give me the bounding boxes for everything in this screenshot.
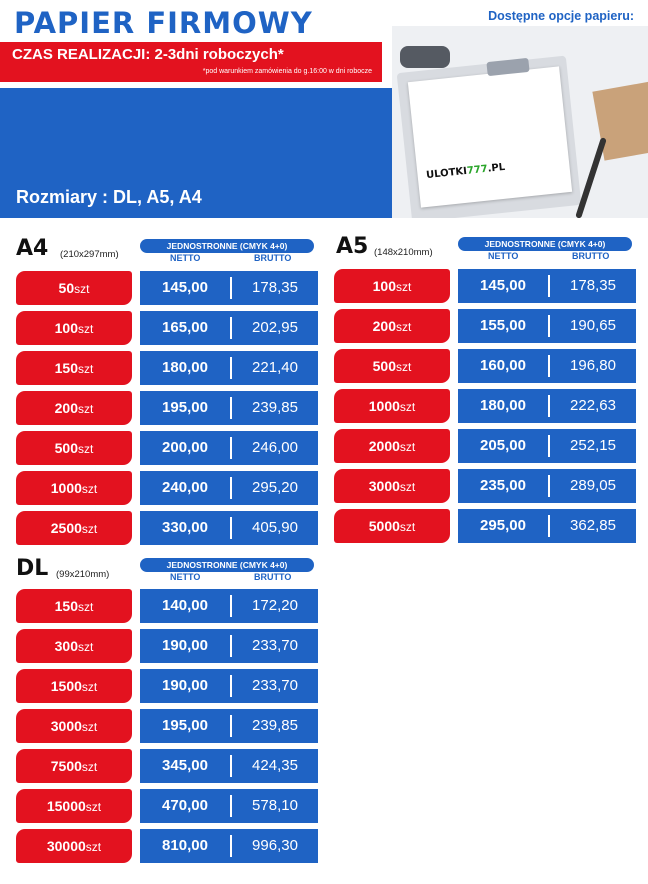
quantity-unit: szt bbox=[85, 800, 102, 814]
quantity-value: 300 bbox=[54, 638, 78, 654]
quantity-cell bbox=[16, 311, 132, 345]
quantity-cell bbox=[334, 269, 450, 303]
netto-price: 145,00 bbox=[480, 277, 526, 294]
brutto-header: BRUTTO bbox=[572, 251, 610, 261]
netto-price: 330,00 bbox=[162, 519, 208, 536]
price-cell bbox=[140, 749, 318, 783]
price-cell bbox=[140, 271, 318, 305]
a4-size-title: A4 bbox=[16, 236, 49, 261]
netto-price: 200,00 bbox=[162, 439, 208, 456]
price-cell bbox=[140, 311, 318, 345]
paper-options-label: Dostępne opcje papieru: bbox=[488, 9, 634, 23]
netto-price: 160,00 bbox=[480, 357, 526, 374]
brutto-price: 196,80 bbox=[570, 357, 616, 374]
lead-time-label: CZAS REALIZACJI: 2-3dni roboczych* bbox=[12, 46, 284, 63]
brutto-header: BRUTTO bbox=[254, 572, 292, 582]
price-cell bbox=[458, 309, 636, 343]
quantity-cell bbox=[16, 511, 132, 545]
quantity-unit: szt bbox=[399, 480, 416, 494]
a5-column-header bbox=[458, 237, 632, 265]
brutto-price: 190,65 bbox=[570, 317, 616, 334]
brutto-price: 233,70 bbox=[252, 637, 298, 654]
pen-image bbox=[575, 137, 607, 218]
quantity-value: 100 bbox=[54, 320, 78, 336]
page-title: PAPIER FIRMOWY bbox=[14, 6, 313, 40]
quantity-unit: szt bbox=[78, 362, 94, 376]
quantity-cell bbox=[16, 829, 132, 863]
price-cell bbox=[140, 829, 318, 863]
quantity-value: 200 bbox=[372, 318, 396, 334]
netto-price: 240,00 bbox=[162, 479, 208, 496]
quantity-value: 15000 bbox=[46, 798, 86, 814]
quantity-cell bbox=[16, 351, 132, 385]
dl-dimensions: (99x210mm) bbox=[56, 569, 110, 580]
quantity-unit: szt bbox=[85, 840, 102, 854]
netto-price: 155,00 bbox=[480, 317, 526, 334]
price-cell bbox=[458, 469, 636, 503]
quantity-unit: szt bbox=[396, 320, 412, 334]
quantity-unit: szt bbox=[74, 282, 90, 296]
quantity-cell bbox=[16, 589, 132, 623]
price-cell bbox=[140, 789, 318, 823]
quantity-unit: szt bbox=[81, 760, 98, 774]
print-option-pill: JEDNOSTRONNE (CMYK 4+0) bbox=[458, 237, 632, 251]
quantity-cell bbox=[16, 471, 132, 505]
netto-price: 180,00 bbox=[480, 397, 526, 414]
quantity-value: 3000 bbox=[50, 718, 82, 734]
quantity-value: 1500 bbox=[50, 678, 82, 694]
netto-price: 195,00 bbox=[162, 717, 208, 734]
quantity-cell bbox=[16, 629, 132, 663]
quantity-cell bbox=[16, 391, 132, 425]
quantity-unit: szt bbox=[78, 442, 94, 456]
quantity-cell bbox=[16, 709, 132, 743]
brutto-price: 996,30 bbox=[252, 837, 298, 854]
quantity-unit: szt bbox=[78, 322, 94, 336]
netto-price: 205,00 bbox=[480, 437, 526, 454]
quantity-value: 2000 bbox=[368, 438, 400, 454]
quantity-value: 150 bbox=[54, 360, 78, 376]
brutto-price: 239,85 bbox=[252, 717, 298, 734]
quantity-unit: szt bbox=[81, 720, 98, 734]
price-cell bbox=[140, 589, 318, 623]
quantity-value: 100 bbox=[372, 278, 396, 294]
quantity-value: 500 bbox=[54, 440, 78, 456]
price-cell bbox=[140, 709, 318, 743]
brutto-price: 362,85 bbox=[570, 517, 616, 534]
quantity-cell bbox=[334, 309, 450, 343]
brutto-price: 252,15 bbox=[570, 437, 616, 454]
photo-logo-text: ULOTKI bbox=[425, 165, 468, 182]
price-cell bbox=[458, 509, 636, 543]
letterhead-sheet-image bbox=[408, 66, 572, 207]
netto-price: 810,00 bbox=[162, 837, 208, 854]
print-option-pill: JEDNOSTRONNE (CMYK 4+0) bbox=[140, 239, 314, 253]
price-cell bbox=[140, 471, 318, 505]
quantity-value: 7500 bbox=[50, 758, 82, 774]
quantity-cell bbox=[16, 271, 132, 305]
quantity-cell bbox=[334, 509, 450, 543]
brutto-price: 239,85 bbox=[252, 399, 298, 416]
quantity-unit: szt bbox=[81, 522, 98, 536]
quantity-cell bbox=[16, 669, 132, 703]
brutto-price: 202,95 bbox=[252, 319, 298, 336]
netto-price: 190,00 bbox=[162, 677, 208, 694]
quantity-unit: szt bbox=[81, 482, 98, 496]
quantity-value: 2500 bbox=[50, 520, 82, 536]
quantity-value: 30000 bbox=[46, 838, 86, 854]
sizes-label: Rozmiary : DL, A5, A4 bbox=[16, 187, 202, 207]
price-cell bbox=[458, 349, 636, 383]
price-cell bbox=[140, 511, 318, 545]
netto-price: 235,00 bbox=[480, 477, 526, 494]
quantity-unit: szt bbox=[78, 640, 94, 654]
netto-price: 470,00 bbox=[162, 797, 208, 814]
a5-dimensions: (148x210mm) bbox=[374, 247, 433, 258]
quantity-unit: szt bbox=[399, 400, 416, 414]
brutto-price: 178,35 bbox=[252, 279, 298, 296]
quantity-cell bbox=[16, 749, 132, 783]
lead-time-bar bbox=[0, 42, 382, 82]
quantity-unit: szt bbox=[399, 440, 416, 454]
brutto-price: 233,70 bbox=[252, 677, 298, 694]
print-option-pill: JEDNOSTRONNE (CMYK 4+0) bbox=[140, 558, 314, 572]
photo-logo-tld: .PL bbox=[487, 161, 506, 175]
dl-column-header bbox=[140, 558, 314, 586]
price-cell bbox=[458, 389, 636, 423]
netto-price: 195,00 bbox=[162, 399, 208, 416]
stapler-image bbox=[400, 46, 450, 68]
quantity-unit: szt bbox=[396, 360, 412, 374]
quantity-unit: szt bbox=[78, 402, 94, 416]
netto-price: 165,00 bbox=[162, 319, 208, 336]
netto-price: 190,00 bbox=[162, 637, 208, 654]
brutto-header: BRUTTO bbox=[254, 253, 292, 263]
quantity-value: 200 bbox=[54, 400, 78, 416]
netto-price: 145,00 bbox=[162, 279, 208, 296]
a4-dimensions: (210x297mm) bbox=[60, 249, 119, 260]
price-cell bbox=[140, 629, 318, 663]
brutto-price: 289,05 bbox=[570, 477, 616, 494]
lead-time-note: *pod warunkiem zamówienia do g.16:00 w dni robocze bbox=[202, 68, 372, 75]
price-cell bbox=[458, 269, 636, 303]
quantity-value: 1000 bbox=[50, 480, 82, 496]
dl-size-title: DL bbox=[16, 556, 49, 581]
price-cell bbox=[458, 429, 636, 463]
netto-header: NETTO bbox=[488, 251, 519, 261]
brutto-price: 424,35 bbox=[252, 757, 298, 774]
quantity-value: 1000 bbox=[368, 398, 400, 414]
brutto-price: 221,40 bbox=[252, 359, 298, 376]
quantity-unit: szt bbox=[81, 680, 98, 694]
quantity-value: 5000 bbox=[368, 518, 400, 534]
quantity-value: 3000 bbox=[368, 478, 400, 494]
quantity-unit: szt bbox=[78, 600, 94, 614]
brutto-price: 405,90 bbox=[252, 519, 298, 536]
quantity-cell bbox=[334, 469, 450, 503]
photo-logo-number: 777 bbox=[466, 163, 489, 177]
quantity-unit: szt bbox=[399, 520, 416, 534]
quantity-value: 500 bbox=[372, 358, 396, 374]
brutto-price: 172,20 bbox=[252, 597, 298, 614]
quantity-cell bbox=[16, 431, 132, 465]
netto-header: NETTO bbox=[170, 253, 201, 263]
brutto-price: 578,10 bbox=[252, 797, 298, 814]
quantity-cell bbox=[334, 349, 450, 383]
brutto-price: 178,35 bbox=[570, 277, 616, 294]
quantity-cell bbox=[16, 789, 132, 823]
netto-price: 295,00 bbox=[480, 517, 526, 534]
quantity-cell bbox=[334, 389, 450, 423]
clipboard-photo bbox=[392, 26, 648, 218]
quantity-cell bbox=[334, 429, 450, 463]
brutto-price: 222,63 bbox=[570, 397, 616, 414]
a5-size-title: A5 bbox=[336, 234, 369, 259]
quantity-unit: szt bbox=[396, 280, 412, 294]
quantity-value: 50 bbox=[58, 280, 75, 296]
price-cell bbox=[140, 351, 318, 385]
netto-price: 180,00 bbox=[162, 359, 208, 376]
brutto-price: 246,00 bbox=[252, 439, 298, 456]
price-cell bbox=[140, 431, 318, 465]
quantity-value: 150 bbox=[54, 598, 78, 614]
brutto-price: 295,20 bbox=[252, 479, 298, 496]
a4-column-header bbox=[140, 239, 314, 267]
netto-header: NETTO bbox=[170, 572, 201, 582]
price-cell bbox=[140, 669, 318, 703]
netto-price: 345,00 bbox=[162, 757, 208, 774]
netto-price: 140,00 bbox=[162, 597, 208, 614]
price-cell bbox=[140, 391, 318, 425]
